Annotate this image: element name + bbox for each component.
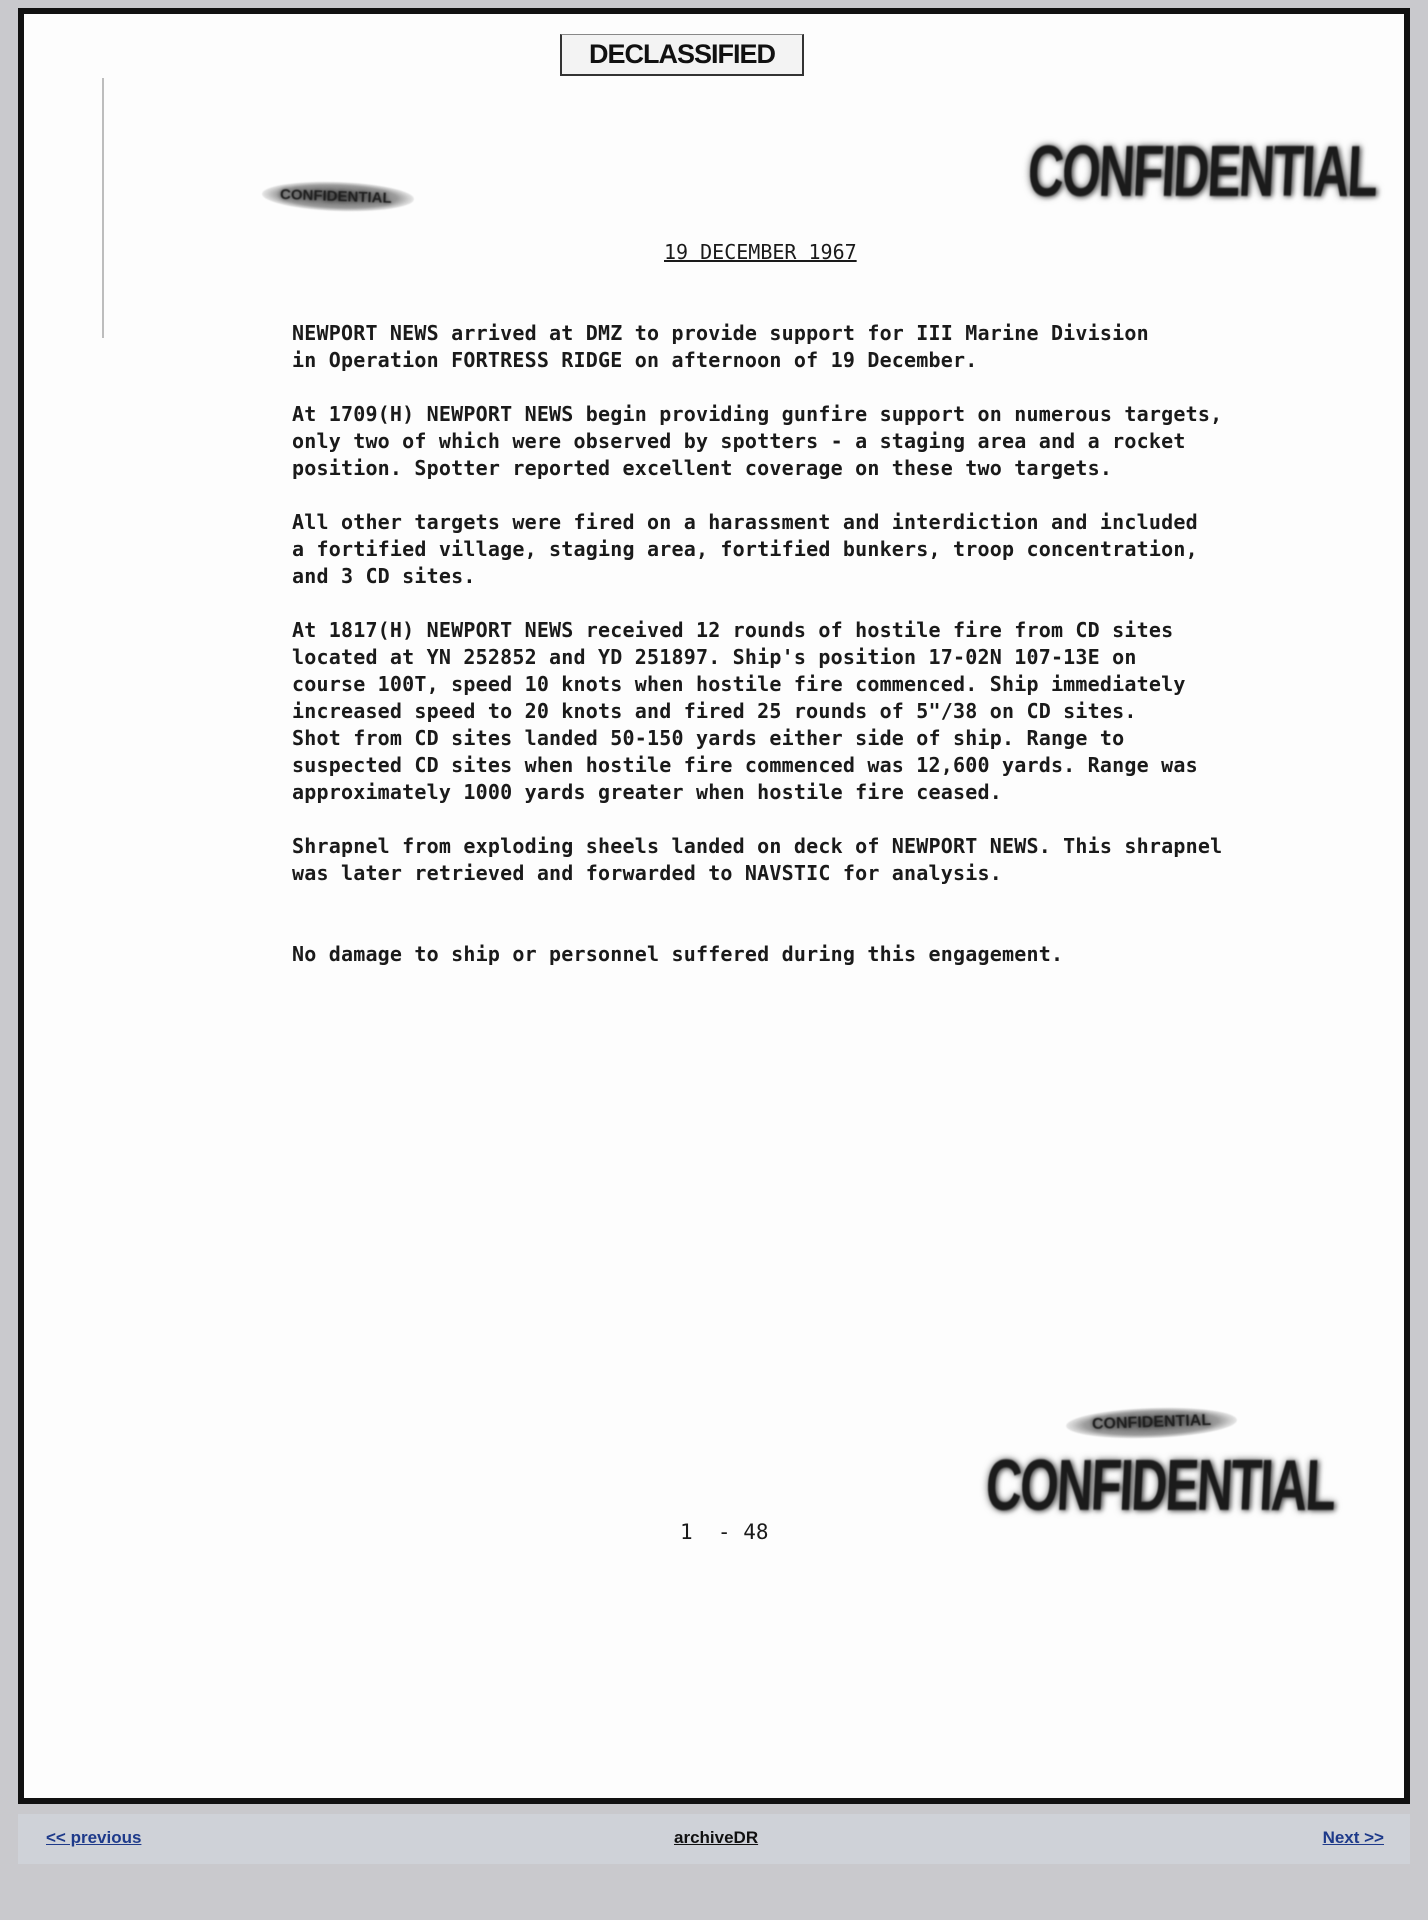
paragraph-no-damage: No damage to ship or personnel suffered during this engagement. <box>292 942 1064 966</box>
archive-home-link[interactable]: archiveDR <box>674 1828 759 1847</box>
confidential-stamp-bottom-small: CONFIDENTIAL <box>1066 1405 1238 1441</box>
confidential-stamp-top-right: CONFIDENTIAL <box>1026 130 1379 212</box>
navigation-bar <box>18 1814 1410 1864</box>
paragraph-hostile-fire: At 1817(H) NEWPORT NEWS received 12 rounds of hostile fire from CD sites located at YN 252852 and YD 251897. Ship's position 17-02N 107-13E on course 100T, speed 10 knots when hostile fire commenced. Ship immediately increased speed to 20 knots and fired 25 rounds of 5"/38 on CD sites. Shot from CD sites landed 50-150 yards either side of ship. Range to suspected CD sites when hostile fire commenced was 12,600 yards. Range was approximately 1000 yards greater when hostile fire ceased. <box>292 618 1198 804</box>
paragraph-other-targets: All other targets were fired on a harassment and interdiction and included a fortified village, staging area, fortified bunkers, troop concentration, and 3 CD sites. <box>292 510 1198 588</box>
document-body <box>292 320 1332 995</box>
confidential-stamp-bottom-big: CONFIDENTIAL <box>984 1444 1337 1526</box>
left-margin-rule <box>102 78 104 338</box>
paragraph-gunfire-support: At 1709(H) NEWPORT NEWS begin providing gunfire support on numerous targets, only two of which were observed by spotters - a staging area and a rocket position. Spotter reported excellent coverage on these two targets. <box>292 402 1223 480</box>
paragraph-arrival: NEWPORT NEWS arrived at DMZ to provide support for III Marine Division in Operation FORTRESS RIDGE on afternoon of 19 December. <box>292 321 1149 372</box>
paragraph-shrapnel: Shrapnel from exploding sheels landed on deck of NEWPORT NEWS. This shrapnel was later retrieved and forwarded to NAVSTIC for analysis. <box>292 834 1223 885</box>
document-date: 19 DECEMBER 1967 <box>664 240 857 264</box>
next-link[interactable]: Next >> <box>1322 1828 1384 1847</box>
document-page <box>18 8 1410 1804</box>
confidential-stamp-top-left: CONFIDENTIAL <box>262 179 415 213</box>
previous-link[interactable]: << previous <box>46 1828 142 1847</box>
page-number: 1 - 48 <box>680 1520 769 1544</box>
declassified-stamp: DECLASSIFIED <box>560 34 804 76</box>
